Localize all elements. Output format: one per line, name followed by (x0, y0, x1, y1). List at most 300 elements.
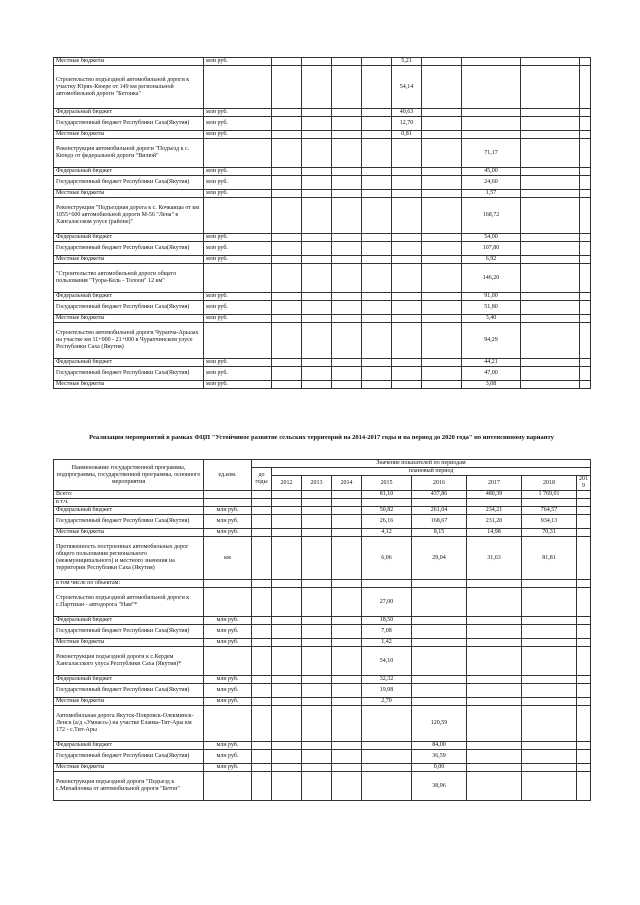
row-unit (204, 323, 272, 359)
budget-table-2 (53, 459, 591, 801)
empty-cell (332, 256, 362, 264)
empty-cell (521, 264, 580, 293)
row-label: Местные бюджеты (54, 639, 204, 647)
empty-cell (580, 315, 591, 323)
table-row (54, 491, 591, 499)
empty-cell (302, 256, 332, 264)
empty-cell (580, 176, 591, 190)
empty-cell (392, 315, 422, 323)
row-value (577, 647, 591, 676)
row-label: Федеральный бюджет (54, 676, 204, 684)
header-name: Наименование государственной программы, подпрограммы, государственной программы, основного мероприятия (54, 460, 204, 491)
table-row (54, 698, 591, 706)
empty-cell (422, 256, 462, 264)
row-unit (204, 139, 272, 168)
empty-cell (362, 359, 392, 367)
table-row (54, 367, 591, 381)
empty-cell (462, 117, 521, 131)
header-year: 2015 (362, 476, 412, 491)
empty-cell (422, 301, 462, 315)
empty-cell (332, 139, 362, 168)
empty-cell (302, 139, 332, 168)
row-value: 107,80 (462, 242, 521, 256)
row-unit: млн руб. (204, 301, 272, 315)
row-value (252, 588, 272, 617)
row-value (412, 684, 467, 698)
row-value (522, 639, 577, 647)
table-row (54, 625, 591, 639)
empty-cell (302, 242, 332, 256)
row-value: 146,20 (462, 264, 521, 293)
row-value (302, 750, 332, 764)
row-value (302, 617, 332, 625)
row-value (332, 742, 362, 750)
empty-cell (362, 315, 392, 323)
row-value: 437,86 (412, 491, 467, 499)
row-unit: млн руб. (204, 359, 272, 367)
table-row (54, 381, 591, 389)
empty-cell (272, 323, 302, 359)
row-label: Строительство подъездной автомобильной дороги к с.Партизан - автодорога "Нам"* (54, 588, 204, 617)
row-value (272, 772, 302, 801)
row-value (332, 698, 362, 706)
table-row (54, 764, 591, 772)
row-value (332, 625, 362, 639)
row-unit: млн руб. (204, 315, 272, 323)
empty-cell (392, 293, 422, 301)
empty-cell (272, 315, 302, 323)
row-value (272, 639, 302, 647)
row-value (412, 617, 467, 625)
row-value (302, 491, 332, 499)
empty-cell (302, 190, 332, 198)
row-value: 2,70 (362, 698, 412, 706)
row-value (332, 588, 362, 617)
row-label: Государственный бюджет Республики Саха(Якутия) (54, 117, 204, 131)
row-label: Местные бюджеты (54, 58, 204, 66)
row-value (272, 676, 302, 684)
table-row (54, 617, 591, 625)
row-value: 36,59 (412, 750, 467, 764)
empty-cell (362, 58, 392, 66)
row-value: 8,15 (412, 529, 467, 537)
row-value (302, 639, 332, 647)
row-value: 5,21 (392, 58, 422, 66)
row-value (272, 580, 302, 588)
row-value: 29,04 (412, 537, 467, 580)
row-unit: млн руб. (204, 117, 272, 131)
row-value: 27,00 (362, 588, 412, 617)
row-value (467, 750, 522, 764)
row-value (522, 588, 577, 617)
row-value: 3,08 (462, 381, 521, 389)
row-value (332, 499, 362, 507)
empty-cell (272, 367, 302, 381)
row-value: 0,81 (392, 131, 422, 139)
empty-cell (422, 168, 462, 176)
row-value (577, 537, 591, 580)
row-label: Местные бюджеты (54, 529, 204, 537)
row-value (577, 706, 591, 742)
empty-cell (422, 293, 462, 301)
row-value (577, 499, 591, 507)
empty-cell (580, 359, 591, 367)
empty-cell (422, 242, 462, 256)
row-value (522, 676, 577, 684)
empty-cell (521, 66, 580, 109)
empty-cell (580, 367, 591, 381)
row-value: 234,21 (467, 507, 522, 515)
empty-cell (521, 242, 580, 256)
row-unit: млн руб. (204, 293, 272, 301)
row-value (332, 764, 362, 772)
row-value (272, 750, 302, 764)
row-value (467, 588, 522, 617)
empty-cell (422, 190, 462, 198)
row-unit: млн руб. (204, 698, 252, 706)
row-value (272, 764, 302, 772)
row-value (467, 698, 522, 706)
row-value: 1,57 (462, 190, 521, 198)
row-value (577, 580, 591, 588)
empty-cell (362, 198, 392, 234)
row-value (302, 684, 332, 698)
empty-cell (272, 301, 302, 315)
row-value (272, 742, 302, 750)
empty-cell (521, 381, 580, 389)
row-label: Федеральный бюджет (54, 617, 204, 625)
empty-cell (332, 301, 362, 315)
row-value: 94,29 (462, 323, 521, 359)
empty-cell (392, 359, 422, 367)
empty-cell (272, 264, 302, 293)
row-unit: млн руб. (204, 190, 272, 198)
row-value (252, 684, 272, 698)
row-value (302, 676, 332, 684)
empty-cell (332, 198, 362, 234)
row-value: 84,00 (412, 742, 467, 750)
table-row (54, 359, 591, 367)
empty-cell (272, 242, 302, 256)
empty-cell (362, 301, 392, 315)
empty-cell (362, 381, 392, 389)
empty-cell (272, 109, 302, 117)
budget-table-1 (53, 57, 591, 389)
table-row (54, 588, 591, 617)
row-unit: млн руб. (204, 764, 252, 772)
empty-cell (302, 367, 332, 381)
empty-cell (272, 176, 302, 190)
row-value (252, 764, 272, 772)
row-value (467, 499, 522, 507)
row-value (252, 491, 272, 499)
row-value: 0,00 (412, 764, 467, 772)
empty-cell (422, 131, 462, 139)
row-value (577, 639, 591, 647)
empty-cell (422, 323, 462, 359)
row-unit: млн руб. (204, 617, 252, 625)
empty-cell (272, 117, 302, 131)
row-value (252, 772, 272, 801)
row-unit: млн руб. (204, 507, 252, 515)
row-label: Федеральный бюджет (54, 359, 204, 367)
empty-cell (362, 109, 392, 117)
row-value (412, 499, 467, 507)
row-value: 4,12 (362, 529, 412, 537)
row-value: 40,63 (392, 109, 422, 117)
row-unit (204, 772, 252, 801)
row-value (252, 507, 272, 515)
empty-cell (362, 234, 392, 242)
empty-cell (392, 367, 422, 381)
table-row (54, 66, 591, 109)
row-value (577, 529, 591, 537)
empty-cell (580, 293, 591, 301)
row-unit: млн руб. (204, 242, 272, 256)
row-value (252, 499, 272, 507)
empty-cell (392, 264, 422, 293)
empty-cell (362, 117, 392, 131)
row-unit (204, 706, 252, 742)
row-value (302, 764, 332, 772)
empty-cell (332, 66, 362, 109)
empty-cell (580, 139, 591, 168)
row-value (522, 684, 577, 698)
row-label: Местные бюджеты (54, 190, 204, 198)
table-row (54, 242, 591, 256)
empty-cell (362, 190, 392, 198)
row-value (577, 515, 591, 529)
empty-cell (332, 190, 362, 198)
header-year: 2014 (332, 476, 362, 491)
empty-cell (462, 109, 521, 117)
row-unit (204, 491, 252, 499)
row-value (332, 491, 362, 499)
row-value: 32,32 (362, 676, 412, 684)
row-value (577, 491, 591, 499)
empty-cell (521, 367, 580, 381)
empty-cell (422, 66, 462, 109)
empty-cell (272, 293, 302, 301)
empty-cell (521, 58, 580, 66)
table-row (54, 772, 591, 801)
row-value (522, 742, 577, 750)
row-unit: км (204, 537, 252, 580)
empty-cell (272, 168, 302, 176)
header-group-sub: плановый период (272, 468, 591, 476)
table-row (54, 706, 591, 742)
row-value: 70,31 (522, 529, 577, 537)
row-value (252, 639, 272, 647)
header-group-top: Значение показателей по периодам (252, 460, 591, 468)
row-unit: млн руб. (204, 529, 252, 537)
empty-cell (422, 117, 462, 131)
table-row (54, 580, 591, 588)
row-value (467, 676, 522, 684)
table-row (54, 131, 591, 139)
empty-cell (580, 234, 591, 242)
row-value (577, 588, 591, 617)
table-row (54, 198, 591, 234)
empty-cell (332, 176, 362, 190)
row-value (302, 507, 332, 515)
empty-cell (392, 256, 422, 264)
empty-cell (302, 315, 332, 323)
row-value (522, 698, 577, 706)
row-label: Федеральный бюджет (54, 293, 204, 301)
row-unit (204, 647, 252, 676)
row-value (412, 625, 467, 639)
row-value (272, 537, 302, 580)
row-value (332, 507, 362, 515)
empty-cell (580, 264, 591, 293)
empty-cell (302, 323, 332, 359)
table-row (54, 742, 591, 750)
empty-cell (332, 264, 362, 293)
row-value (332, 706, 362, 742)
empty-cell (302, 109, 332, 117)
row-value (332, 529, 362, 537)
table-row (54, 684, 591, 698)
row-label: Местные бюджеты (54, 256, 204, 264)
row-value (467, 647, 522, 676)
row-label: Государственный бюджет Республики Саха(Якутия) (54, 301, 204, 315)
row-unit: млн руб. (204, 168, 272, 176)
row-unit: млн руб. (204, 639, 252, 647)
empty-cell (332, 131, 362, 139)
row-value (412, 676, 467, 684)
row-value (272, 706, 302, 742)
empty-cell (302, 264, 332, 293)
row-value (252, 529, 272, 537)
empty-cell (362, 323, 392, 359)
row-value (467, 764, 522, 772)
row-value (252, 580, 272, 588)
row-value (252, 625, 272, 639)
row-label: Федеральный бюджет (54, 507, 204, 515)
row-value (522, 625, 577, 639)
empty-cell (580, 301, 591, 315)
row-label: Строительство автомобильной дороги Чурапча-Арылах на участке км 11+000 - 21+000 в Чурапчинском улусе Республики Саха (Якутия) (54, 323, 204, 359)
row-value (332, 639, 362, 647)
empty-cell (302, 359, 332, 367)
row-value (272, 515, 302, 529)
row-value (252, 706, 272, 742)
empty-cell (422, 176, 462, 190)
row-label: Государственный бюджет Республики Саха(Якутия) (54, 515, 204, 529)
empty-cell (462, 66, 521, 109)
row-value (467, 684, 522, 698)
row-unit: млн руб. (204, 234, 272, 242)
row-label: Строительство подъездной автомобильной дороги к участку Юрях-Кюере от 149 км региональной автомобильной дороги "Бетонка" (54, 66, 204, 109)
empty-cell (332, 109, 362, 117)
row-value (522, 580, 577, 588)
row-value: 81,81 (522, 537, 577, 580)
row-label: в т.ч. (54, 499, 204, 507)
empty-cell (302, 381, 332, 389)
empty-cell (332, 117, 362, 131)
empty-cell (422, 264, 462, 293)
row-unit: млн руб. (204, 109, 272, 117)
row-value (522, 647, 577, 676)
empty-cell (302, 117, 332, 131)
row-value (252, 742, 272, 750)
table-row (54, 639, 591, 647)
row-value: 12,70 (392, 117, 422, 131)
row-value (272, 491, 302, 499)
empty-cell (521, 109, 580, 117)
empty-cell (392, 190, 422, 198)
table-row (54, 750, 591, 764)
row-value: 1,42 (362, 639, 412, 647)
row-value: 45,00 (462, 168, 521, 176)
empty-cell (392, 176, 422, 190)
row-value (467, 617, 522, 625)
row-label: Государственный бюджет Республики Саха(Якутия) (54, 750, 204, 764)
table-row (54, 499, 591, 507)
row-value (272, 499, 302, 507)
row-unit: млн руб. (204, 176, 272, 190)
empty-cell (580, 109, 591, 117)
row-value (577, 742, 591, 750)
row-value (302, 625, 332, 639)
row-value (467, 625, 522, 639)
row-value: 54,00 (462, 234, 521, 242)
empty-cell (362, 293, 392, 301)
empty-cell (521, 168, 580, 176)
empty-cell (302, 176, 332, 190)
empty-cell (272, 381, 302, 389)
row-label: Федеральный бюджет (54, 109, 204, 117)
row-value (467, 742, 522, 750)
header-year: 2019 (577, 476, 591, 491)
row-value: 50,82 (362, 507, 412, 515)
row-label: "Строительство автомобильной дороги общего пользования "Туора-Кель - Толоон" 12 км" (54, 264, 204, 293)
row-value: 168,67 (412, 515, 467, 529)
empty-cell (521, 359, 580, 367)
row-unit: млн руб. (204, 367, 272, 381)
row-value (332, 684, 362, 698)
empty-cell (422, 315, 462, 323)
empty-cell (362, 242, 392, 256)
row-value (362, 764, 412, 772)
row-unit (204, 264, 272, 293)
row-value (272, 698, 302, 706)
row-value: 47,00 (462, 367, 521, 381)
empty-cell (521, 117, 580, 131)
table-row (54, 139, 591, 168)
empty-cell (580, 242, 591, 256)
header-year: 2017 (467, 476, 522, 491)
row-value (577, 684, 591, 698)
row-value (412, 639, 467, 647)
row-label: Федеральный бюджет (54, 168, 204, 176)
table-row (54, 168, 591, 176)
row-unit: млн руб. (204, 684, 252, 698)
row-value: 480,39 (467, 491, 522, 499)
row-label: Автомобильная дорога Якутск-Покровск-Олекминск-Ленск (а/д «Умнасо») на участке Еланка-Тит-Ары км 172 - с.Тит-Ары (54, 706, 204, 742)
row-label: в том числе по объектам: (54, 580, 204, 588)
row-value (302, 515, 332, 529)
row-value (302, 706, 332, 742)
empty-cell (580, 58, 591, 66)
row-value (577, 507, 591, 515)
empty-cell (462, 58, 521, 66)
empty-cell (392, 139, 422, 168)
empty-cell (272, 131, 302, 139)
empty-cell (362, 66, 392, 109)
table-row (54, 109, 591, 117)
